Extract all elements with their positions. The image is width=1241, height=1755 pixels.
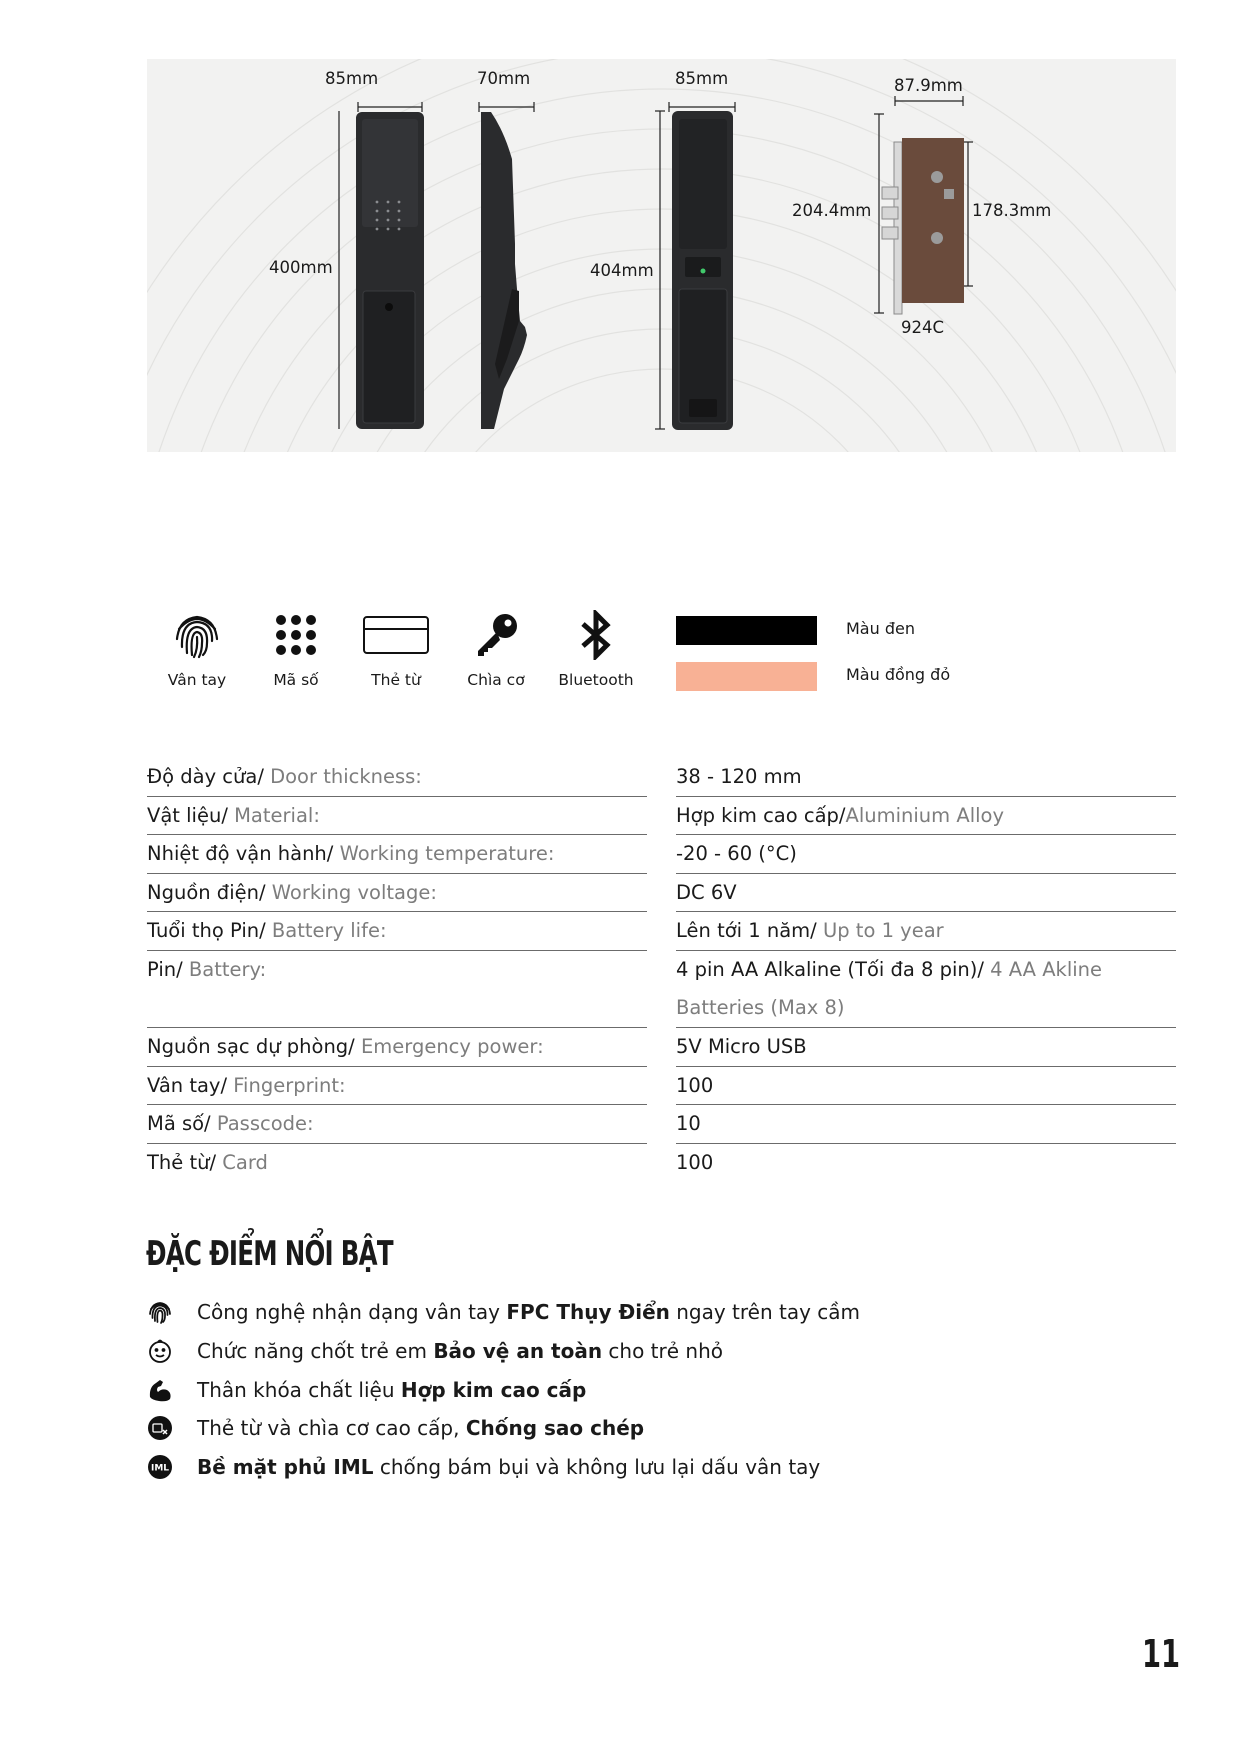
fingerprint-icon bbox=[142, 605, 252, 665]
spec-value: DC 6V bbox=[676, 880, 737, 904]
spec-row bbox=[147, 912, 1176, 951]
front-width-label: 85mm bbox=[325, 69, 379, 88]
color-swatch-copper bbox=[676, 662, 817, 691]
spec-value: 100 bbox=[676, 1150, 714, 1174]
highlight-item bbox=[147, 1370, 1047, 1409]
spec-key-en: Working voltage: bbox=[271, 880, 437, 904]
spec-key-vi: Pin/ bbox=[147, 957, 183, 981]
spec-key-en: Emergency power: bbox=[360, 1035, 544, 1059]
spec-value: 10 bbox=[676, 1112, 701, 1136]
spec-row bbox=[147, 1067, 1176, 1106]
spec-value: 4 pin AA Alkaline (Tối đa 8 pin)/ bbox=[676, 957, 984, 981]
spec-row bbox=[147, 951, 1176, 1028]
child-face-icon bbox=[147, 1338, 173, 1364]
spec-value: Hợp kim cao cấp/ bbox=[676, 803, 846, 827]
side-depth-label: 70mm bbox=[477, 69, 531, 88]
highlight-text: Thẻ từ và chìa cơ cao cấp, Chống sao chép bbox=[197, 1416, 645, 1441]
spec-key-en: Material: bbox=[234, 803, 320, 827]
feature-label: Bluetooth bbox=[558, 671, 634, 689]
keypad-icon bbox=[241, 605, 351, 665]
feature-passcode bbox=[241, 605, 351, 689]
bluetooth-icon bbox=[541, 605, 651, 665]
mortise-width-label: 87.9mm bbox=[894, 76, 963, 95]
spec-value: 100 bbox=[676, 1073, 714, 1097]
spec-row bbox=[147, 797, 1176, 836]
mortise-inner-height-label: 178.3mm bbox=[972, 201, 1052, 220]
page-number: 11 bbox=[1142, 1632, 1181, 1676]
spec-key-vi: Nhiệt độ vận hành/ bbox=[147, 842, 334, 866]
spec-key-en: Battery: bbox=[188, 957, 267, 981]
spec-key-en: Fingerprint: bbox=[233, 1073, 346, 1097]
color-label-black: Màu đen bbox=[846, 619, 915, 638]
highlight-text: Công nghệ nhận dạng vân tay FPC Thụy Điển ngay trên tay cầm bbox=[197, 1300, 861, 1325]
spec-key-en: Passcode: bbox=[216, 1112, 314, 1136]
spec-table bbox=[147, 758, 1176, 1183]
feature-bluetooth bbox=[541, 605, 651, 689]
feature-key bbox=[441, 605, 551, 689]
feature-label: Thẻ từ bbox=[371, 671, 421, 689]
spec-key-vi: Vật liệu/ bbox=[147, 803, 228, 827]
spec-value-en: 4 AA Akline bbox=[990, 957, 1103, 981]
highlight-item bbox=[147, 1332, 1047, 1371]
spec-key-en: Working temperature: bbox=[339, 842, 555, 866]
spec-value: 38 - 120 mm bbox=[676, 765, 802, 788]
highlight-text: Bề mặt phủ IML chống bám bụi và không lưu lại dấu vân tay bbox=[197, 1455, 821, 1480]
spec-value: Lên tới 1 năm/ bbox=[676, 919, 817, 943]
spec-row bbox=[147, 1144, 1176, 1183]
spec-value: -20 - 60 (°C) bbox=[676, 842, 797, 866]
iml-badge-text: IML bbox=[150, 1463, 170, 1474]
fingerprint-icon bbox=[147, 1299, 173, 1325]
highlight-text: Chức năng chốt trẻ em Bảo vệ an toàn cho trẻ nhỏ bbox=[197, 1339, 723, 1364]
card-icon bbox=[341, 605, 451, 665]
highlight-item bbox=[147, 1293, 1047, 1332]
product-dimension-image bbox=[147, 59, 1176, 452]
feature-label: Chìa cơ bbox=[467, 671, 525, 689]
feature-card bbox=[341, 605, 451, 689]
feature-label: Vân tay bbox=[167, 671, 227, 689]
spec-row bbox=[147, 758, 1176, 797]
feature-label: Mã số bbox=[273, 671, 319, 689]
spec-key-en: Battery life: bbox=[271, 919, 387, 943]
front-height-label: 400mm bbox=[269, 258, 333, 277]
key-icon bbox=[441, 605, 551, 665]
spec-key-vi: Nguồn sạc dự phòng/ bbox=[147, 1035, 355, 1059]
lock-drawing bbox=[147, 59, 1176, 452]
highlights-title: ĐẶC ĐIỂM NỔI BẬT bbox=[146, 1234, 393, 1274]
spec-row bbox=[147, 874, 1176, 913]
spec-key-vi: Thẻ từ/ bbox=[147, 1150, 217, 1174]
highlights-list bbox=[147, 1293, 1047, 1486]
spec-key-vi: Nguồn điện/ bbox=[147, 880, 266, 904]
mortise-height-label: 204.4mm bbox=[792, 201, 872, 220]
mortise-model-label: 924C bbox=[901, 318, 945, 337]
highlight-item bbox=[147, 1448, 1047, 1487]
feature-fingerprint bbox=[142, 605, 252, 689]
spec-value: 5V Micro USB bbox=[676, 1035, 807, 1059]
spec-key-en: Card bbox=[222, 1150, 268, 1174]
spec-value-en: Up to 1 year bbox=[822, 919, 944, 943]
color-label-copper: Màu đồng đỏ bbox=[846, 665, 951, 684]
spec-key-vi: Tuổi thọ Pin/ bbox=[147, 919, 266, 943]
spec-row bbox=[147, 1028, 1176, 1067]
spec-row bbox=[147, 835, 1176, 874]
strong-arm-icon bbox=[147, 1377, 173, 1403]
highlight-text: Thân khóa chất liệu Hợp kim cao cấp bbox=[197, 1377, 587, 1402]
highlight-item bbox=[147, 1409, 1047, 1448]
spec-value-en: Aluminium Alloy bbox=[845, 803, 1005, 827]
copy-block-icon bbox=[147, 1415, 173, 1441]
spec-row bbox=[147, 1105, 1176, 1144]
spec-key-vi: Mã số/ bbox=[147, 1112, 211, 1136]
back-width-label: 85mm bbox=[675, 69, 729, 88]
feature-icons bbox=[147, 605, 667, 700]
iml-icon bbox=[147, 1454, 173, 1480]
spec-key-en: Door thickness: bbox=[270, 765, 422, 788]
back-height-label: 404mm bbox=[590, 261, 654, 280]
spec-key-vi: Độ dày cửa/ bbox=[147, 765, 264, 788]
spec-value-en-cont: Batteries (Max 8) bbox=[676, 995, 845, 1019]
color-swatch-black bbox=[676, 616, 817, 645]
spec-key-vi: Vân tay/ bbox=[147, 1073, 228, 1097]
